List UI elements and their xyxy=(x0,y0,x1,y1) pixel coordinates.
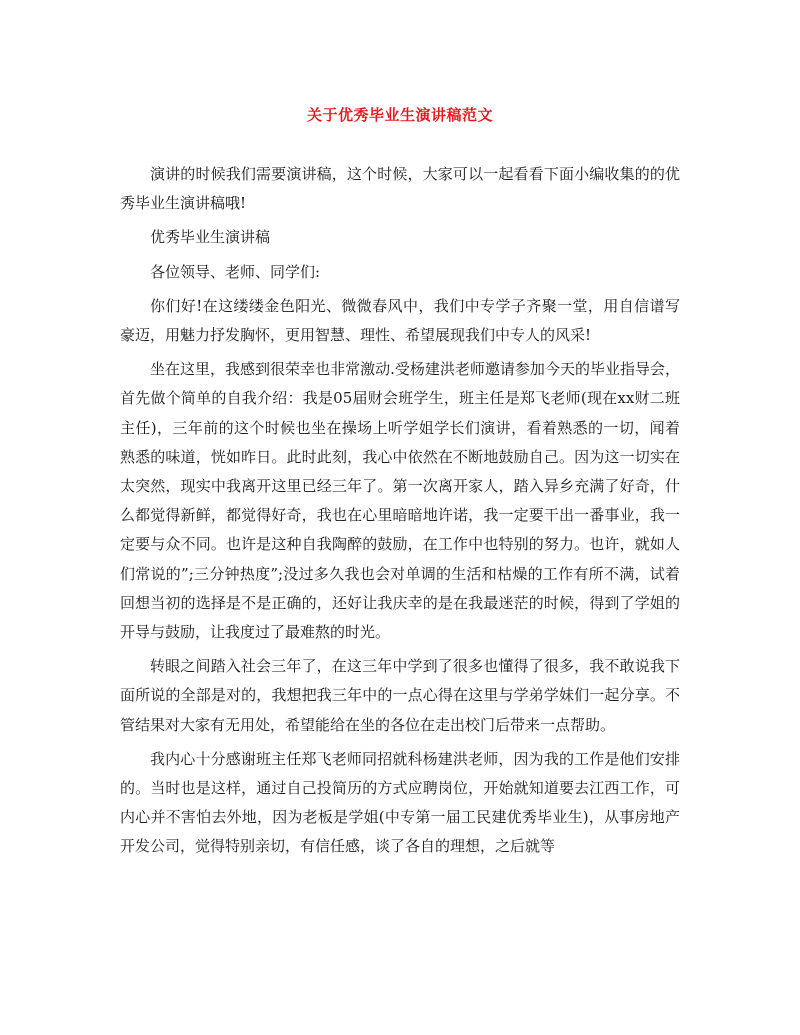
paragraph-self-introduction: 坐在这里，我感到很荣幸也非常激动.受杨建洪老师邀请参加今天的毕业指导会，首先做个简单的自我介绍：我是05届财会班学生，班主任是郑飞老师(现在xx财二班主任)，三年前的这个时候也坐在操场上听学姐学长们演讲，看着熟悉的一切，闻着熟悉的味道，恍如昨日。此时此刻，我心中依然在不断地鼓励自己。因为这一切实在太突然，现实中我离开这里已经三年了。第一次离开家人，踏入异乡充满了好奇，什么都觉得新鲜，都觉得好奇，我也在心里暗暗地许诺，我一定要干出一番事业，我一定要与众不同。也许是这种自我陶醉的鼓励，在工作中也特别的努力。也许，就如人们常说的”;三分钟热度”;没过多久我也会对单调的生活和枯燥的工作有所不满，试着回想当初的选择是不是正确的，还好让我庆幸的是在我最迷茫的时候，得到了学姐的开导与鼓励，让我度过了最难熬的时光。 xyxy=(120,360,680,642)
document-page xyxy=(120,104,680,867)
paragraph-gratitude: 我内心十分感谢班主任郑飞老师同招就科杨建洪老师，因为我的工作是他们安排的。当时也是这样，通过自己投简历的方式应聘岗位，开始就知道要去江西工作，可内心并不害怕去外地，因为老板是学姐(中专第一届工民建优秀毕业生)，从事房地产开发公司，觉得特别亲切，有信任感，谈了各自的理想，之后就等 xyxy=(120,749,680,856)
paragraph-salutation: 各位领导、老师、同学们: xyxy=(150,262,321,281)
paragraph-subtitle: 优秀毕业生演讲稿 xyxy=(150,228,271,247)
document-title: 关于优秀毕业生演讲稿范文 xyxy=(306,106,493,124)
paragraph-three-years: 转眼之间踏入社会三年了，在这三年中学到了很多也懂得了很多，我不敢说我下面所说的全部是对的，我想把我三年中的一点心得在这里与学弟学妹们一起分享。不管结果对大家有无用处，希望能给在坐的各位在走出校门后带来一点帮助。 xyxy=(120,657,680,734)
paragraph-intro: 演讲的时候我们需要演讲稿，这个时候，大家可以一起看看下面小编收集的的优秀毕业生演讲稿哦! xyxy=(120,165,680,213)
paragraph-greeting: 你们好!在这缕缕金色阳光、微微春风中，我们中专学子齐聚一堂，用自信谱写豪迈，用魅力抒发胸怀，更用智慧、理性、希望展现我们中专人的风采! xyxy=(120,296,680,345)
